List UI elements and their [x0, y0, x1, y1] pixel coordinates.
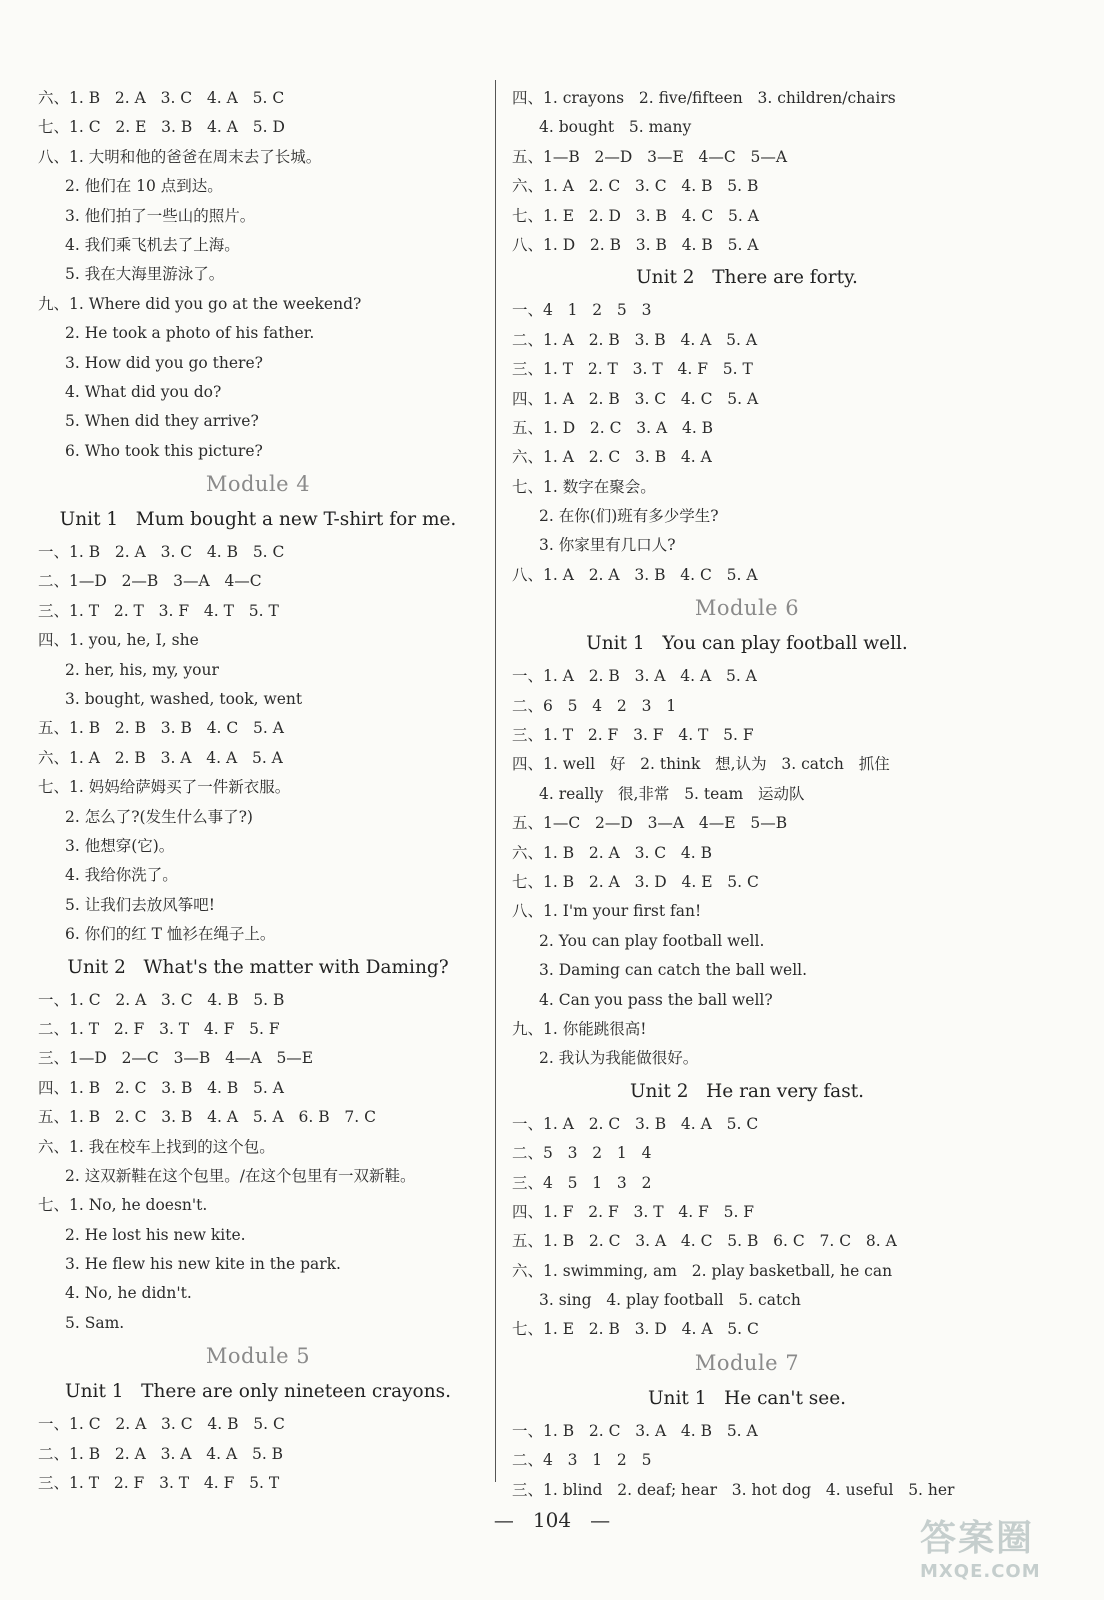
answer-line: 三、1. T 2. T 3. F 4. T 5. T	[38, 601, 279, 620]
answer-line: 六、1. A 2. B 3. A 4. A 5. A	[38, 748, 283, 767]
answer-line: 5. When did they arrive?	[65, 412, 259, 431]
answer-line: 七、1. No, he doesn't.	[38, 1196, 208, 1215]
right-column	[512, 84, 982, 1505]
answer-line: 3. 他想穿(它)。	[65, 836, 175, 855]
answer-line: 3. 他们拍了一些山的照片。	[65, 206, 256, 225]
page-number: — 104 —	[493, 1508, 611, 1532]
answer-line: 八、1. 大明和他的爸爸在周末去了长城。	[38, 147, 322, 166]
answer-line: 3. He flew his new kite in the park.	[65, 1255, 341, 1274]
answer-line: 4. 我给你洗了。	[65, 866, 178, 885]
answer-line: 二、1. B 2. A 3. A 4. A 5. B	[38, 1444, 284, 1463]
answer-line: 七、1. E 2. B 3. D 4. A 5. C	[512, 1320, 759, 1339]
answer-line: 六、1. A 2. C 3. B 4. A	[512, 448, 712, 467]
answer-line: 六、1. swimming, am 2. play basketball, he can	[512, 1261, 893, 1280]
answer-line: 六、1. B 2. A 3. C 4. A 5. C	[38, 89, 285, 107]
answer-line: 八、1. I'm your first fan!	[512, 902, 702, 921]
module-heading: Module 5	[205, 1344, 311, 1369]
watermark-url: MXQE.COM	[920, 1561, 1041, 1582]
answer-line: 4. Can you pass the ball well?	[539, 990, 773, 1009]
answer-line: 三、4 5 1 3 2	[512, 1173, 652, 1192]
answer-line: 四、1. F 2. F 3. T 4. F 5. F	[512, 1202, 755, 1221]
answer-line: 三、1. blind 2. deaf; hear 3. hot dog 4. useful 5. her	[512, 1480, 955, 1499]
answer-line: 四、1. well 好 2. think 想,认为 3. catch 抓住	[512, 755, 890, 774]
unit-heading: Unit 1 There are only nineteen crayons.	[65, 1381, 451, 1403]
unit-heading: Unit 1 You can play football well.	[586, 633, 908, 655]
answer-line: 2. 我认为我能做很好。	[539, 1049, 699, 1068]
answer-line: 一、1. B 2. A 3. C 4. B 5. C	[38, 543, 285, 562]
answer-line: 4. 我们乘飞机去了上海。	[65, 235, 240, 254]
answer-line: 三、1—D 2—C 3—B 4—A 5—E	[38, 1049, 314, 1068]
watermark-main: 答案圈	[920, 1518, 1035, 1559]
answer-line: 五、1—C 2—D 3—A 4—E 5—B	[512, 814, 788, 833]
answer-line: 5. 让我们去放风筝吧!	[65, 895, 215, 914]
column-divider	[495, 80, 496, 1482]
answer-line: 2. 怎么了?(发生什么事了?)	[65, 807, 253, 826]
answer-line: 五、1. D 2. C 3. A 4. B	[512, 418, 714, 437]
answer-line: 4. No, he didn't.	[65, 1284, 192, 1303]
answer-line: 五、1—B 2—D 3—E 4—C 5—A	[512, 147, 788, 166]
answer-line: 一、1. A 2. C 3. B 4. A 5. C	[512, 1114, 759, 1133]
answer-line: 六、1. B 2. A 3. C 4. B	[512, 843, 713, 862]
watermark-logo	[920, 1510, 1090, 1590]
answer-line: 2. 他们在 10 点到达。	[65, 177, 223, 196]
answer-line: 一、1. C 2. A 3. C 4. B 5. C	[38, 1415, 285, 1434]
answer-line: 3. bought, washed, took, went	[65, 690, 303, 709]
answer-line: 四、1. B 2. C 3. B 4. B 5. A	[38, 1078, 284, 1097]
unit-heading: Unit 2 What's the matter with Daming?	[67, 956, 449, 978]
answer-line: 三、1. T 2. F 3. F 4. T 5. F	[512, 726, 754, 745]
answer-line: 2. He took a photo of his father.	[65, 324, 315, 343]
answer-line: 4. really 很,非常 5. team 运动队	[539, 784, 805, 803]
unit-heading: Unit 1 He can't see.	[647, 1387, 847, 1409]
answer-line: 六、1. A 2. C 3. C 4. B 5. B	[512, 177, 759, 196]
left-column	[38, 84, 478, 1498]
answer-line: 3. Daming can catch the ball well.	[539, 961, 808, 980]
answer-line: 6. 你们的红 T 恤衫在绳子上。	[65, 925, 276, 944]
module-heading: Module 6	[694, 596, 800, 621]
answer-line: 六、1. 我在校车上找到的这个包。	[38, 1137, 275, 1156]
answer-line: 九、1. 你能跳很高!	[512, 1019, 647, 1038]
answer-line: 一、1. A 2. B 3. A 4. A 5. A	[512, 667, 757, 686]
unit-heading: Unit 2 He ran very fast.	[629, 1080, 865, 1102]
answer-line: 2. 这双新鞋在这个包里。/在这个包里有一双新鞋。	[65, 1166, 416, 1185]
answer-line: 一、1. B 2. C 3. A 4. B 5. A	[512, 1421, 758, 1440]
answer-line: 八、1. D 2. B 3. B 4. B 5. A	[512, 235, 759, 254]
answer-line: 三、1. T 2. T 3. T 4. F 5. T	[512, 360, 753, 379]
answer-line: 5. 我在大海里游泳了。	[65, 265, 225, 284]
answer-line: 五、1. B 2. C 3. A 4. C 5. B 6. C 7. C 8. A	[512, 1232, 897, 1251]
answer-line: 七、1. 数字在聚会。	[512, 477, 656, 496]
answer-line: 2. You can play football well.	[539, 931, 765, 950]
answer-line: 二、1. T 2. F 3. T 4. F 5. F	[38, 1019, 280, 1038]
answer-line: 七、1. E 2. D 3. B 4. C 5. A	[512, 206, 759, 225]
answer-line: 七、1. C 2. E 3. B 4. A 5. D	[38, 118, 285, 137]
answer-line: 二、1. A 2. B 3. B 4. A 5. A	[512, 330, 758, 349]
answer-line: 6. Who took this picture?	[65, 441, 263, 460]
answer-line: 七、1. 妈妈给萨姆买了一件新衣服。	[38, 778, 291, 797]
answer-line: 4. What did you do?	[65, 382, 222, 401]
answer-line: 3. How did you go there?	[65, 353, 263, 372]
answer-line: 七、1. B 2. A 3. D 4. E 5. C	[512, 872, 759, 891]
answer-line: 二、6 5 4 2 3 1	[512, 696, 677, 715]
unit-heading: Unit 2 There are forty.	[636, 267, 858, 289]
answer-line: 五、1. B 2. C 3. B 4. A 5. A 6. B 7. C	[38, 1108, 376, 1127]
unit-heading: Unit 1 Mum bought a new T-shirt for me.	[59, 509, 457, 531]
answer-line: 3. sing 4. play football 5. catch	[539, 1291, 801, 1310]
answer-line: 2. her, his, my, your	[65, 660, 219, 679]
answer-line: 四、1. A 2. B 3. C 4. C 5. A	[512, 389, 759, 408]
answer-line: 5. Sam.	[65, 1313, 125, 1332]
answer-line: 二、5 3 2 1 4	[512, 1144, 652, 1163]
answer-line: 四、1. crayons 2. five/fifteen 3. children/chairs	[512, 89, 896, 107]
answer-line: 八、1. A 2. A 3. B 4. C 5. A	[512, 565, 758, 584]
answer-line: 3. 你家里有几口人?	[539, 536, 676, 555]
answer-line: 二、4 3 1 2 5	[512, 1451, 652, 1470]
module-heading: Module 7	[694, 1350, 800, 1375]
module-heading: Module 4	[205, 472, 311, 497]
answer-line: 2. 在你(们)班有多少学生?	[539, 507, 719, 526]
answer-line: 2. He lost his new kite.	[65, 1225, 246, 1244]
answer-line: 一、4 1 2 5 3	[512, 301, 652, 320]
answer-line: 九、1. Where did you go at the weekend?	[38, 294, 362, 313]
answer-line: 4. bought 5. many	[539, 118, 692, 137]
answer-line: 四、1. you, he, I, she	[38, 631, 199, 650]
answer-line: 一、1. C 2. A 3. C 4. B 5. B	[38, 990, 285, 1009]
answer-line: 二、1—D 2—B 3—A 4—C	[38, 572, 262, 591]
answer-line: 三、1. T 2. F 3. T 4. F 5. T	[38, 1474, 280, 1493]
answer-line: 五、1. B 2. B 3. B 4. C 5. A	[38, 719, 284, 738]
